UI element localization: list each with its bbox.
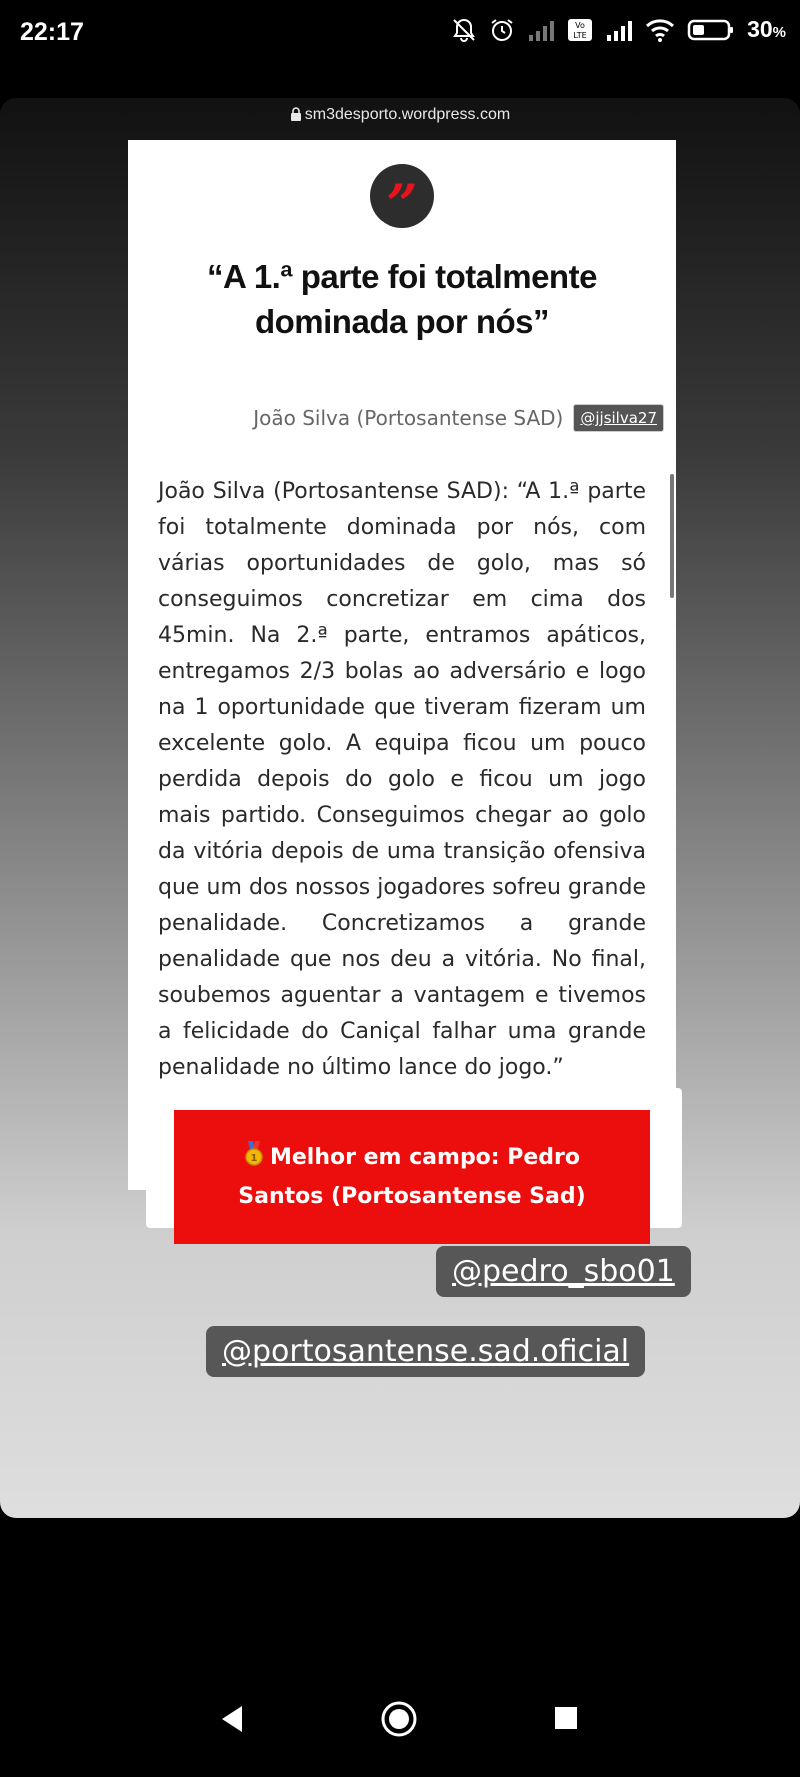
quote-icon: ” bbox=[370, 164, 434, 228]
svg-text:Vo: Vo bbox=[575, 20, 585, 30]
back-icon bbox=[218, 1704, 246, 1734]
author-handle[interactable]: @jjsilva27 bbox=[573, 404, 664, 432]
navigation-bar bbox=[0, 1680, 800, 1777]
best-player-banner bbox=[174, 1110, 650, 1244]
alarm-icon bbox=[489, 17, 515, 43]
lock-icon bbox=[290, 107, 302, 126]
signal-icon bbox=[527, 19, 555, 41]
headline: “A 1.ª parte foi totalmente dominada por nós” bbox=[207, 258, 597, 340]
author-row bbox=[253, 404, 664, 432]
home-button[interactable] bbox=[380, 1700, 418, 1742]
volte-icon bbox=[567, 18, 593, 42]
best-player-line-1: 1 Melhor em campo: Pedro bbox=[244, 1140, 580, 1179]
recents-icon bbox=[554, 1706, 578, 1730]
battery-percent: 30% bbox=[747, 16, 786, 42]
scrollbar-thumb[interactable] bbox=[670, 474, 674, 598]
signal-icon bbox=[605, 19, 633, 41]
url-text: sm3desporto.wordpress.com bbox=[304, 106, 511, 123]
back-button[interactable] bbox=[218, 1704, 246, 1738]
medal-icon bbox=[244, 1141, 264, 1179]
status-time: 22:17 bbox=[20, 18, 84, 46]
best-player-line-2: Santos (Portosantense Sad) bbox=[238, 1183, 586, 1209]
mention-sticker-pedro[interactable]: @pedro_sbo01 bbox=[436, 1246, 691, 1297]
recents-button[interactable] bbox=[554, 1706, 578, 1734]
status-bar bbox=[0, 0, 800, 70]
svg-text:LTE: LTE bbox=[573, 30, 587, 40]
home-icon bbox=[380, 1700, 418, 1738]
story-card[interactable] bbox=[0, 98, 800, 1518]
mention-sticker-portosantense[interactable]: @portosantense.sad.oficial bbox=[206, 1326, 645, 1377]
url-bar bbox=[0, 106, 800, 126]
mute-bell-icon bbox=[451, 17, 477, 43]
svg-text:1: 1 bbox=[250, 1152, 258, 1164]
article-card bbox=[128, 140, 676, 1190]
article-body: João Silva (Portosantense SAD): “A 1.ª parte foi totalmente dominada por nós, com várias oportunidades de golo, mas só conseguimos concretizar em cima dos 45min. Na 2.ª parte, entramos apáticos, entregamos 2/3 bolas ao adversário e logo na 1 oportunidade que tiveram fizeram um excelente golo. A equipa ficou um pouco perdida depois do golo e ficou um jogo mais partido. Conseguimos chegar ao golo da vitória depois de uma transição ofensiva que um dos nossos jogadores sofreu grande penalidade. Concretizamos a grande penalidade que nos deu a vitória. No final, soubemos aguentar a vantagem e tivemos a felicidade do Caniçal falhar uma grande penalidade no último lance do jogo.” bbox=[158, 479, 646, 1080]
author-name: João Silva (Portosantense SAD) bbox=[253, 406, 564, 430]
status-icons bbox=[451, 16, 786, 43]
wifi-icon bbox=[645, 18, 675, 42]
battery-icon bbox=[687, 18, 735, 42]
